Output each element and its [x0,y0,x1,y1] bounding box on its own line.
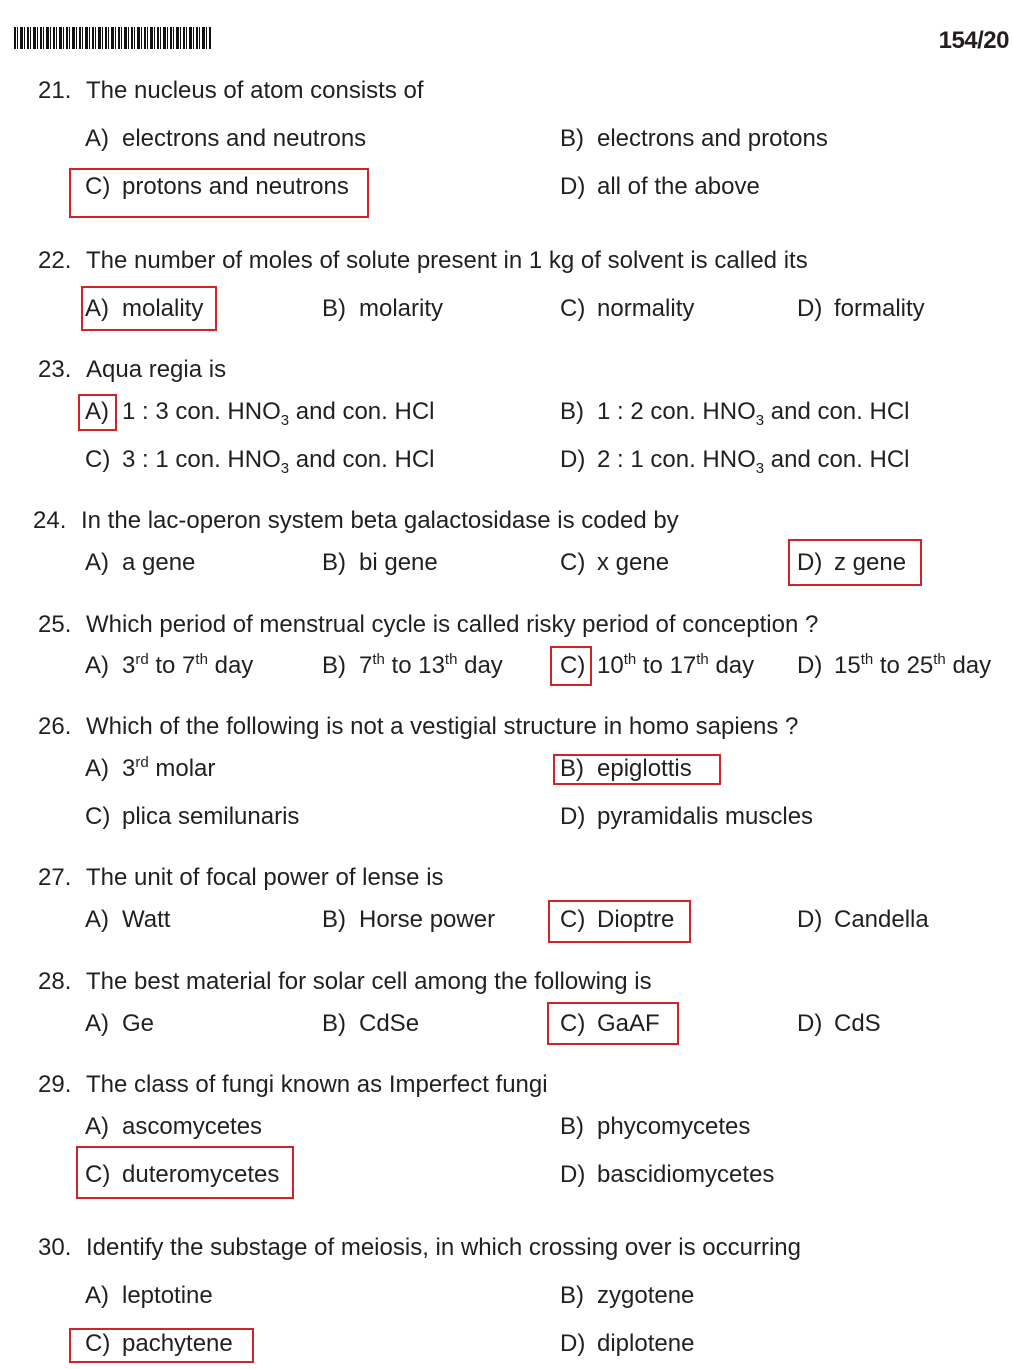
subscript: 3 [280,460,290,477]
answer-mark [81,286,217,331]
q30-option-b [560,1280,694,1312]
answer-mark [78,394,117,431]
option-text: bascidiomycetes [597,1161,775,1188]
question-text: Which period of menstrual cycle is called risky period of conception ? [86,611,819,638]
superscript: rd [135,754,149,771]
q22-option-b [322,293,443,325]
option-letter: A) [85,1113,109,1140]
superscript: th [623,651,637,668]
answer-mark [76,1146,294,1199]
option-text: bi gene [359,549,438,576]
q25-option-d [797,650,991,682]
option-letter: A) [85,906,109,933]
booklet-code: 154/20 [938,27,1009,54]
option-text: leptotine [122,1282,213,1309]
q24-option-c [560,547,669,579]
q22-option-c [560,293,694,325]
option-letter: A) [85,549,109,576]
option-text: 7 [359,652,373,679]
superscript: th [195,651,208,668]
q30-option-a [85,1280,213,1312]
option-text-end: day [945,652,992,679]
question-22 [38,245,808,277]
q26-option-a [85,753,215,785]
q23-option-d [560,444,909,476]
option-letter: A) [85,125,109,152]
question-29 [38,1069,548,1101]
option-text: all of the above [597,173,760,200]
option-letter: B) [560,1282,584,1309]
question-text: The number of moles of solute present in 1 kg of solvent is called its [86,247,808,274]
answer-mark [788,539,922,586]
subscript: 3 [280,412,290,429]
question-number: 24. [33,507,67,534]
option-text: 3 [122,755,136,782]
question-21 [38,75,424,107]
option-text: pyramidalis muscles [597,803,814,830]
question-number: 21. [38,77,72,104]
option-letter: C) [560,1010,586,1037]
option-text: 1 : 3 con. HNO [122,398,281,425]
subscript: 3 [755,460,765,477]
option-text-end: day [207,652,254,679]
option-text: 1 : 2 con. HNO [597,398,756,425]
option-letter: D) [560,173,586,200]
q26-option-d [560,801,813,833]
q23-option-a [85,396,434,428]
question-26 [38,711,798,743]
barcode [14,27,212,49]
option-letter: A) [85,755,109,782]
q27-option-b [322,904,495,936]
q28-option-a [85,1008,154,1040]
option-text-end: and con. HCl [289,446,435,473]
option-text: formality [834,295,925,322]
q27-option-a [85,904,170,936]
q23-option-c [85,444,434,476]
option-text: 2 : 1 con. HNO [597,446,756,473]
q25-option-b [322,650,503,682]
question-23 [38,354,226,386]
q29-option-b [560,1111,750,1143]
option-text: molality [122,295,204,322]
option-letter: A) [85,295,109,322]
option-text: protons and neutrons [122,173,349,200]
question-number: 27. [38,864,72,891]
option-letter: A) [85,1282,109,1309]
option-text: epiglottis [597,755,692,782]
q21-option-b [560,123,828,155]
option-letter: B) [322,549,346,576]
option-letter: D) [797,906,823,933]
question-text: The best material for solar cell among the following is [86,968,652,995]
option-text-end: and con. HCl [764,446,910,473]
option-letter: A) [85,652,109,679]
option-text: 3 : 1 con. HNO [122,446,281,473]
option-text: CdS [834,1010,881,1037]
option-letter: D) [560,446,586,473]
option-text: Candella [834,906,929,933]
option-text: plica semilunaris [122,803,300,830]
option-text: a gene [122,549,196,576]
answer-mark [547,1002,679,1045]
option-letter: D) [797,652,823,679]
q22-option-d [797,293,925,325]
option-letter: C) [85,1330,111,1357]
option-letter: B) [560,1113,584,1140]
option-text: z gene [834,549,907,576]
q28-option-b [322,1008,419,1040]
option-letter: C) [560,906,586,933]
option-text: pachytene [122,1330,233,1357]
superscript: rd [135,651,149,668]
question-text: Identify the substage of meiosis, in which crossing over is occurring [86,1234,801,1261]
option-letter: C) [85,803,111,830]
question-24 [33,505,679,537]
option-text-mid: to 17 [636,652,697,679]
superscript: th [860,651,874,668]
answer-mark [69,168,369,218]
answer-mark [69,1328,254,1363]
option-text-end: and con. HCl [289,398,435,425]
q30-option-d [560,1328,694,1360]
answer-mark [553,754,721,785]
option-text: x gene [597,549,670,576]
option-text: normality [597,295,695,322]
option-text: Watt [122,906,171,933]
q26-option-c [85,801,299,833]
option-letter: C) [85,446,111,473]
question-text: Aqua regia is [86,356,227,383]
superscript: th [696,651,709,668]
question-text: Which of the following is not a vestigial structure in homo sapiens ? [86,713,799,740]
option-text: zygotene [597,1282,695,1309]
option-letter: B) [560,125,584,152]
q21-option-d [560,171,760,203]
question-28 [38,966,652,998]
option-letter: C) [560,549,586,576]
option-letter: B) [322,652,346,679]
option-text-end: and con. HCl [764,398,910,425]
question-27 [38,862,444,894]
question-number: 29. [38,1071,72,1098]
option-letter: B) [322,1010,346,1037]
option-letter: B) [322,295,346,322]
option-letter: B) [560,398,584,425]
option-text: Horse power [359,906,496,933]
option-text: electrons and protons [597,125,828,152]
question-number: 26. [38,713,72,740]
question-number: 25. [38,611,72,638]
question-text: In the lac-operon system beta galactosidase is coded by [81,507,679,534]
option-text-mid: to 7 [148,652,196,679]
subscript: 3 [755,412,765,429]
option-text: molarity [359,295,444,322]
option-text: diplotene [597,1330,695,1357]
option-text-end: molar [148,755,216,782]
option-text-end: day [457,652,503,679]
option-text: 10 [597,652,624,679]
option-text: duteromycetes [122,1161,280,1188]
option-letter: D) [797,549,823,576]
option-text: ascomycetes [122,1113,263,1140]
q29-option-a [85,1111,262,1143]
answer-mark [548,900,691,943]
question-text: The class of fungi known as Imperfect fungi [86,1071,548,1098]
q25-option-a [85,650,253,682]
option-letter: C) [85,173,111,200]
option-letter: C) [560,652,586,679]
option-text-end: day [708,652,755,679]
q23-option-b [560,396,909,428]
option-text: 3 [122,652,136,679]
question-number: 22. [38,247,72,274]
q24-option-b [322,547,438,579]
option-letter: B) [322,906,346,933]
option-text: CdSe [359,1010,420,1037]
superscript: th [372,651,385,668]
option-letter: C) [85,1161,111,1188]
option-letter: D) [560,1161,586,1188]
question-number: 30. [38,1234,72,1261]
option-letter: D) [797,295,823,322]
option-text: 15 [834,652,861,679]
question-number: 28. [38,968,72,995]
question-text: The unit of focal power of lense is [86,864,444,891]
option-letter: A) [85,398,109,425]
option-text: electrons and neutrons [122,125,367,152]
option-letter: D) [797,1010,823,1037]
option-letter: A) [85,1010,109,1037]
question-number: 23. [38,356,72,383]
q21-option-a [85,123,366,155]
option-letter: C) [560,295,586,322]
option-text: Ge [122,1010,155,1037]
question-30 [38,1232,801,1264]
option-text: phycomycetes [597,1113,751,1140]
option-text-mid: to 25 [873,652,934,679]
q29-option-d [560,1159,774,1191]
option-letter: D) [560,1330,586,1357]
q28-option-d [797,1008,881,1040]
option-letter: B) [560,755,584,782]
superscript: th [444,651,458,668]
q24-option-a [85,547,195,579]
option-text: GaAF [597,1010,660,1037]
option-text-mid: to 13 [384,652,445,679]
option-text: Dioptre [597,906,675,933]
question-text: The nucleus of atom consists of [86,77,424,104]
answer-mark [550,646,592,686]
superscript: th [933,651,946,668]
option-letter: D) [560,803,586,830]
question-25 [38,609,818,641]
q27-option-d [797,904,929,936]
